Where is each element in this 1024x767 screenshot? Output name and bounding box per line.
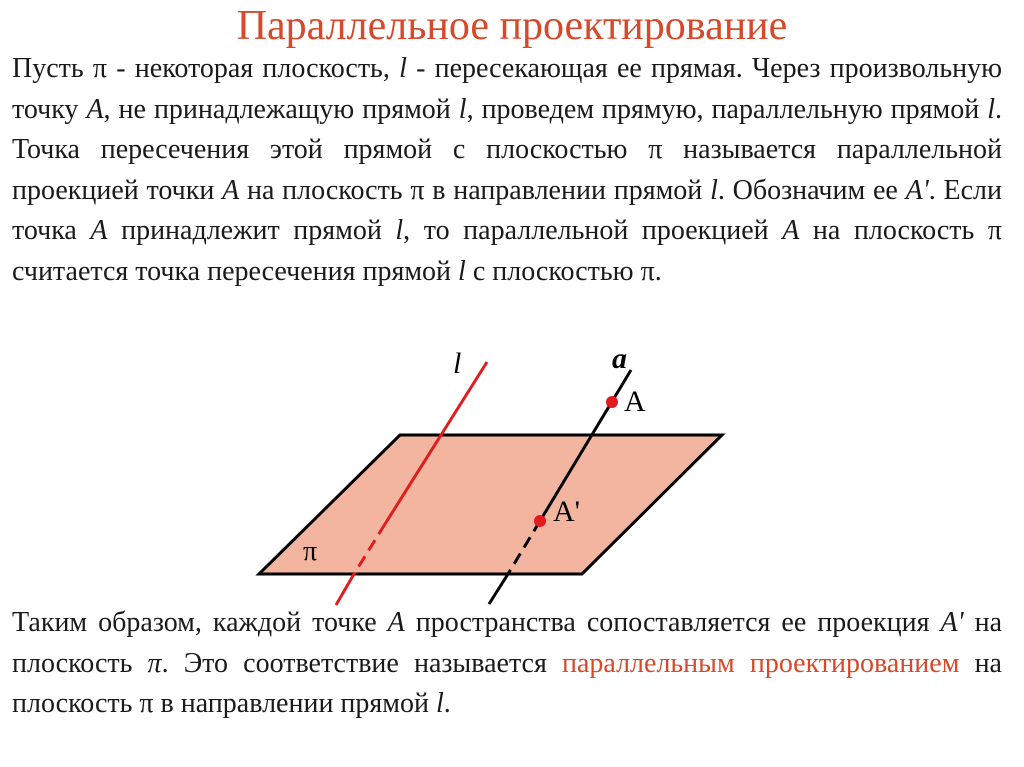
highlighted-term: параллельным проектированием — [561, 647, 960, 679]
text: . Если точка — [12, 174, 1002, 246]
symbol-A-prime: A' — [940, 607, 964, 638]
symbol-pi: π — [410, 174, 425, 206]
text: с плоскостью — [465, 255, 641, 287]
label-a: a — [612, 342, 627, 375]
text: , то параллельной проекцией — [403, 215, 783, 246]
symbol-A: A — [86, 93, 104, 125]
conclusion-paragraph — [12, 603, 1002, 725]
label-pi: π — [303, 536, 318, 567]
text: считается точка пересечения прямой — [12, 255, 459, 287]
label-A: A — [624, 385, 646, 418]
symbol-pi: π — [92, 53, 108, 84]
text: пространства сопоставляется ее проекция — [404, 607, 941, 638]
text: . — [443, 688, 451, 719]
symbol-pi: π — [648, 134, 663, 165]
text: . Обозначим ее — [717, 174, 906, 206]
symbol-l: l — [395, 215, 404, 246]
plane-pi — [259, 435, 722, 574]
point-A — [606, 396, 618, 408]
definition-paragraph — [12, 49, 1002, 292]
text: на плоскость — [799, 215, 988, 246]
symbol-A: A — [222, 174, 240, 206]
symbol-l: l — [458, 255, 466, 287]
symbol-l: l — [399, 53, 407, 84]
symbol-A-prime: A' — [905, 174, 929, 206]
text: на плоскость — [12, 647, 1002, 719]
symbol-A: A — [387, 607, 405, 638]
symbol-pi: π — [147, 647, 162, 679]
text: . Точка пересечения этой прямой с плоскостью — [12, 93, 1002, 165]
text: . Это соответствие называется — [161, 647, 562, 679]
point-A-prime — [534, 515, 546, 527]
text: . — [654, 255, 662, 287]
symbol-A: A — [90, 215, 108, 246]
page-title: Параллельное проектирование — [236, 3, 788, 49]
line-l-lower — [336, 574, 354, 605]
text: называется параллельной проекцией точки — [12, 134, 1002, 206]
text: принадлежит прямой — [107, 215, 396, 246]
symbol-pi: π — [987, 215, 1002, 246]
text: - некоторая плоскость, — [107, 53, 400, 84]
symbol-A: A — [782, 215, 800, 246]
symbol-pi: π — [139, 688, 154, 719]
symbol-l: l — [710, 174, 718, 206]
text: Таким образом, каждой точке — [12, 607, 388, 638]
symbol-pi: π — [640, 255, 655, 287]
line-a-lower — [489, 574, 508, 604]
symbol-l: l — [436, 688, 444, 719]
projection-diagram — [240, 340, 760, 608]
text: Пусть — [12, 53, 93, 84]
symbol-l: l — [987, 93, 995, 125]
text: в направлении прямой — [153, 688, 436, 719]
label-l: l — [453, 347, 462, 380]
label-A-prime: A' — [553, 495, 581, 528]
text: , не принадлежащую прямой — [103, 93, 459, 125]
text: , проведем прямую, параллельную прямой — [466, 93, 988, 125]
symbol-l: l — [458, 93, 467, 125]
text: в направлении прямой — [424, 174, 711, 206]
text: на плоскость — [239, 174, 411, 206]
text: на плоскость — [12, 607, 1002, 679]
text: - пересекающая ее прямая. Через произвольную точку — [12, 53, 1003, 125]
